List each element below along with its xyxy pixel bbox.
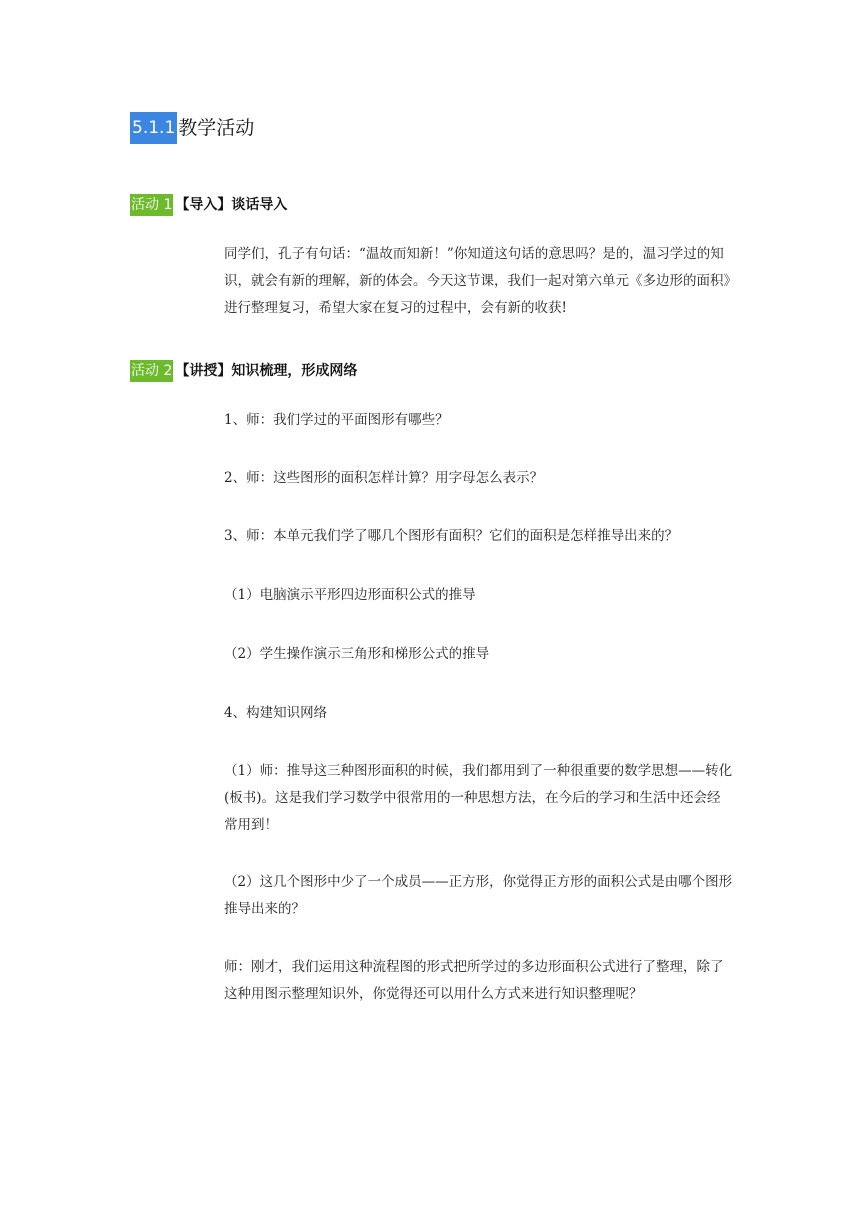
activity-2-paragraph-summary: 师：刚才，我们运用这种流程图的形式把所学过的多边形面积公式进行了整理，除了这种用图示整理知识外，你觉得还可以用什么方式来进行知识整理呢？	[224, 959, 724, 1002]
activity-2-paragraph-transform: （1）师：推导这三种图形面积的时候，我们都用到了一种很重要的数学思想——转化(板书)。这是我们学习数学中很常用的一种思想方法，在今后的学习和生活中还会经常用到！	[224, 763, 733, 833]
activity-2-heading	[130, 360, 357, 382]
activity-2-title: 【讲授】知识梳理，形成网络	[175, 363, 358, 379]
section-number: 5.1.1	[130, 112, 177, 144]
list-item: 1、师：我们学过的平面图形有哪些？	[224, 412, 449, 428]
activity-1-paragraph: 同学们，孔子有句话：“温故而知新！”你知道这句话的意思吗？是的，温习学过的知识，就会有新的理解，新的体会。今天这节课，我们一起对第六单元《多边形的面积》进行整理复习，希望大家在复习的过程中，会有新的收获!	[224, 246, 731, 316]
list-item: （2）学生操作演示三角形和梯形公式的推导	[224, 646, 490, 662]
list-item: （1）电脑演示平形四边形面积公式的推导	[224, 587, 476, 603]
activity-1-heading	[130, 194, 287, 216]
section-title: 教学活动	[178, 117, 255, 139]
list-item: 4、构建知识网络	[224, 705, 328, 721]
section-heading	[130, 112, 254, 144]
list-item: 3、师：本单元我们学了哪几个图形有面积？它们的面积是怎样推导出来的？	[224, 528, 679, 544]
activity-1-title: 【导入】谈话导入	[175, 197, 288, 213]
activity-2-paragraph-square: （2）这几个图形中少了一个成员——正方形，你觉得正方形的面积公式是由哪个图形推导出来的？	[224, 874, 733, 917]
activity-1-tag: 活动 1	[130, 194, 173, 216]
list-item: 2、师：这些图形的面积怎样计算？用字母怎么表示？	[224, 470, 544, 486]
activity-2-tag: 活动 2	[130, 360, 173, 382]
